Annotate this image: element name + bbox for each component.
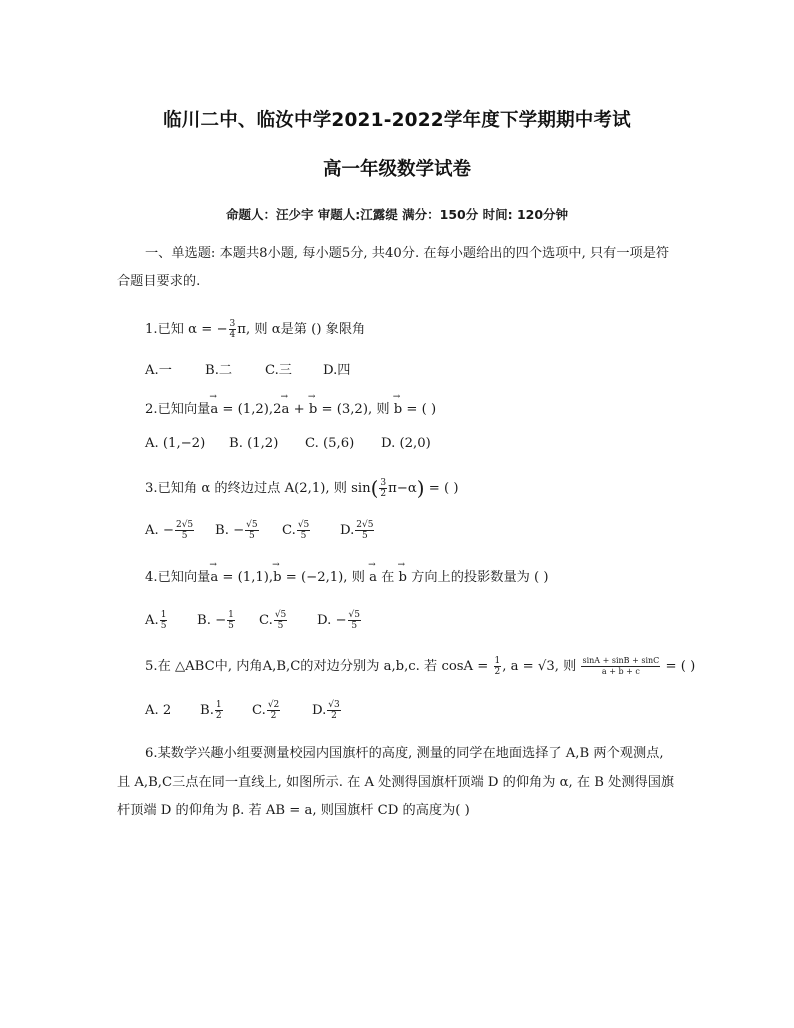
- q5-option-b: [200, 700, 252, 721]
- q5-option-c-frac: [267, 700, 280, 721]
- q4-option-b-frac: [227, 610, 235, 631]
- q4-option-b: [197, 610, 259, 631]
- q5-option-b-num: 1: [215, 700, 222, 710]
- q3-option-a-label: A. −: [145, 523, 174, 538]
- q3-option-b: [215, 520, 282, 541]
- q3-option-b-frac: [245, 520, 258, 541]
- q3-option-c-num: √5: [297, 520, 310, 530]
- q1-option-a: A.一: [145, 363, 172, 378]
- question-2: [145, 398, 436, 417]
- q4-option-b-num: 1: [228, 610, 234, 620]
- q5-option-d-frac: [327, 700, 340, 721]
- q4-suffix: 方向上的投影数量为 ( ): [406, 570, 549, 585]
- q4-option-d: [317, 610, 362, 631]
- q3-option-d-num: 2√5: [356, 520, 374, 530]
- q4-option-c: [259, 610, 317, 631]
- q2-plus: +: [289, 402, 309, 417]
- q3-option-d-label: D.: [340, 523, 355, 538]
- q5-option-c-label: C.: [252, 703, 266, 718]
- q2-vector-a: → a: [210, 402, 218, 417]
- q5-option-c-num: √2: [267, 700, 280, 710]
- q4-option-c-num: √5: [274, 610, 287, 620]
- q3-option-b-num: √5: [246, 520, 258, 530]
- q3-option-a-num: 2√5: [175, 520, 194, 530]
- q5-frac-num: 1: [494, 656, 501, 666]
- question-6: 6.某数学兴趣小组要测量校园内国旗杆的高度, 测量的同学在地面选择了 A,B 两个观测点, 且 A,B,C三点在同一直线上, 如图所示. 在 A 处测得国旗杆顶端 D 的仰角为 α, 在 B 处测得国旗杆顶端 D 的仰角为 β. 若 AB = a, 则国旗杆 CD 的高度为( ): [117, 746, 675, 818]
- q3-option-d-frac: [355, 520, 374, 541]
- q1-option-d: D.四: [323, 363, 351, 378]
- q1-fraction: [229, 319, 237, 340]
- q4-option-d-frac: [348, 610, 361, 631]
- q4-text-mid: = (1,1),: [218, 570, 274, 585]
- q2-option-c: C. (5,6): [305, 436, 355, 451]
- exam-meta: 命题人：汪少宇 审题人:江露缇 满分：150分 时间: 120分钟: [225, 207, 569, 222]
- q5-big-fraction: [581, 656, 660, 677]
- q1-option-b: B.二: [205, 363, 233, 378]
- q3-options: [145, 520, 375, 541]
- q3-frac-den: 2: [380, 489, 387, 499]
- q4-option-d-num: √5: [348, 610, 361, 620]
- q4-vector-b2: → b: [399, 570, 407, 585]
- q3-fraction: [379, 478, 387, 499]
- q4-vector-a: → a: [210, 570, 218, 585]
- q3-option-c-label: C.: [282, 523, 296, 538]
- q3-option-a-den: 5: [181, 531, 188, 541]
- q5-frac-den: 2: [494, 667, 501, 677]
- q5-option-b-den: 2: [215, 711, 222, 721]
- exam-title: 临川二中、临汝中学2021-2022学年度下学期期中考试: [163, 110, 631, 131]
- q4-option-d-label: D. −: [317, 613, 347, 628]
- q3-frac-num: 3: [380, 478, 387, 488]
- q5-option-d-num: √3: [328, 700, 340, 710]
- q1-suffix: π, 则 α是第 () 象限角: [237, 322, 366, 337]
- q5-text-mid: , a = √3, 则: [502, 659, 581, 674]
- q3-option-a: [145, 520, 215, 541]
- q5-option-d: [312, 700, 342, 721]
- q5-fraction: [494, 656, 502, 677]
- q4-text-mid2: = (−2,1), 则: [281, 570, 370, 585]
- q1-frac-den: 4: [229, 330, 236, 340]
- q1-prefix: 1.已知 α = −: [145, 322, 228, 337]
- q4-option-a-frac: [160, 610, 168, 631]
- q5-option-d-label: D.: [312, 703, 327, 718]
- question-4: [145, 566, 549, 585]
- q5-option-c: [252, 700, 312, 721]
- q3-option-c-den: 5: [300, 531, 307, 541]
- q2-vector-b2: → b: [394, 402, 402, 417]
- q3-inner: π−α: [388, 481, 417, 496]
- q4-option-c-frac: [274, 610, 287, 631]
- q2-option-b: B. (1,2): [229, 436, 279, 451]
- q3-option-d-den: 5: [362, 531, 368, 541]
- q5-prefix: 5.在 △ABC中, 内角A,B,C的对边分别为 a,b,c. 若 cosA =: [145, 659, 493, 674]
- q3-option-a-frac: [175, 520, 194, 541]
- q2-text-mid: = (1,2),2: [218, 402, 282, 417]
- q4-option-c-label: C.: [259, 613, 273, 628]
- q3-prefix: 3.已知角 α 的终边过点 A(2,1), 则 sin: [145, 481, 371, 496]
- q2-option-a: A. (1,−2): [145, 436, 206, 451]
- q3-paren-close: ): [416, 476, 425, 500]
- exam-subtitle: 高一年级数学试卷: [322, 159, 471, 180]
- q4-text-mid3: 在: [376, 570, 399, 585]
- q4-option-a-den: 5: [160, 621, 167, 631]
- q2-vector-b: → b: [309, 402, 317, 417]
- q4-option-c-den: 5: [277, 621, 284, 631]
- q4-option-a: [145, 610, 197, 631]
- q4-option-b-label: B. −: [197, 613, 227, 628]
- section-intro: 一、单选题: 本题共8小题, 每小题5分, 共40分. 在每小题给出的四个选项中, 只有一项是符合题目要求的.: [117, 246, 670, 289]
- q5-big-den: a + b + c: [601, 667, 640, 676]
- q4-option-b-den: 5: [228, 621, 234, 631]
- q1-options: [145, 359, 350, 378]
- q4-option-d-den: 5: [351, 621, 358, 631]
- q5-option-a: A. 2: [145, 703, 172, 718]
- q3-option-d: [340, 520, 375, 541]
- question-3: [145, 476, 459, 500]
- q2-vector-a2: → a: [282, 402, 290, 417]
- q3-option-c: [282, 520, 340, 541]
- q5-option-b-label: B.: [200, 703, 214, 718]
- q2-options: [145, 436, 431, 451]
- q5-option-b-frac: [215, 700, 223, 721]
- q5-option-d-den: 2: [331, 711, 337, 721]
- q1-frac-num: 3: [229, 319, 236, 329]
- q3-option-b-label: B. −: [215, 523, 245, 538]
- q3-option-b-den: 5: [248, 531, 255, 541]
- question-5: [145, 655, 695, 677]
- q4-option-a-num: 1: [160, 610, 167, 620]
- q1-option-c: C.三: [265, 363, 292, 378]
- q2-end: = ( ): [402, 402, 437, 417]
- q2-text: 2.已知向量: [145, 402, 211, 417]
- question-1: [145, 318, 365, 340]
- q3-paren-open: (: [370, 476, 379, 500]
- q4-vector-b: → b: [273, 570, 281, 585]
- q4-prefix: 4.已知向量: [145, 570, 211, 585]
- q2-text-mid2: = (3,2), 则: [317, 402, 394, 417]
- q5-big-num: sinA + sinB + sinC: [582, 656, 660, 665]
- q4-options: [145, 610, 362, 631]
- q4-option-a-label: A.: [145, 613, 159, 628]
- q5-options: [145, 700, 342, 721]
- q3-suffix: = ( ): [424, 481, 459, 496]
- q5-option-c-den: 2: [270, 711, 277, 721]
- q5-suffix: = ( ): [661, 659, 696, 674]
- q4-vector-a2: → a: [369, 570, 377, 585]
- q3-option-c-frac: [297, 520, 310, 541]
- q2-option-d: D. (2,0): [381, 436, 431, 451]
